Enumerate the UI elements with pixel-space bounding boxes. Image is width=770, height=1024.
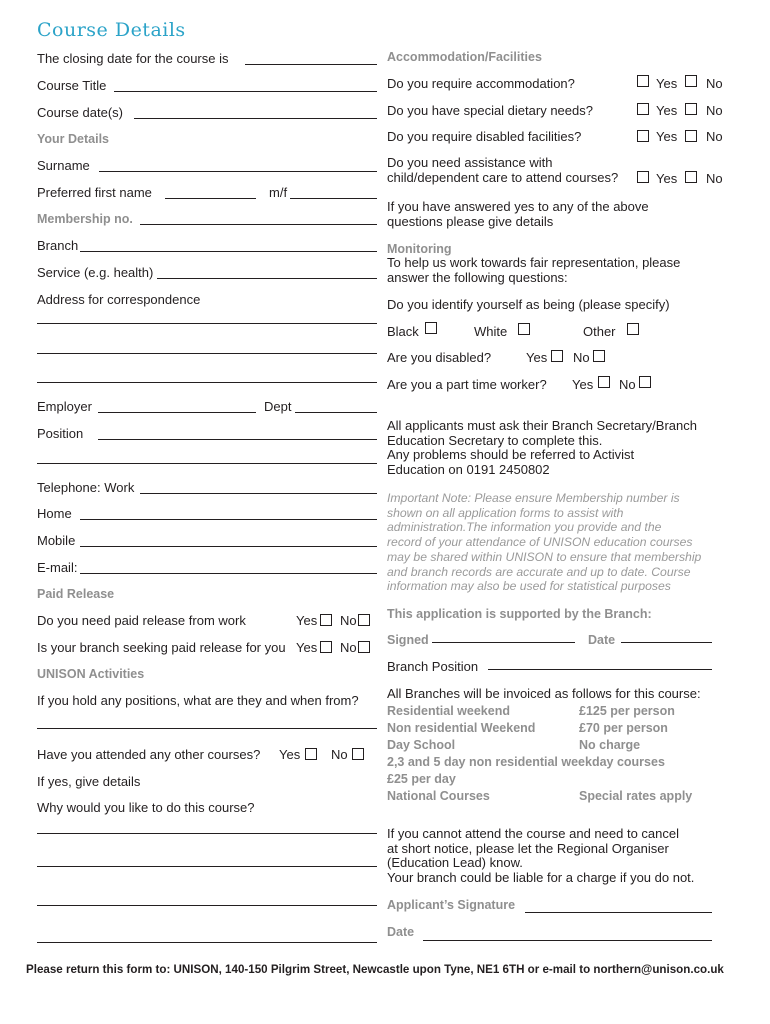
email-field[interactable] [80, 573, 377, 574]
need-paid-release-label: Do you need paid release from work [37, 613, 246, 628]
weekday-courses-price: £25 per day [387, 772, 456, 786]
address-field-line-2[interactable] [37, 353, 377, 354]
surname-label: Surname [37, 158, 90, 173]
page-title: Course Details [37, 19, 186, 41]
unison-activities-heading: UNISON Activities [37, 667, 145, 681]
national-courses-label: National Courses [387, 789, 490, 803]
attended-other-no-checkbox[interactable] [352, 748, 364, 760]
no-label: No [331, 747, 348, 762]
dept-field[interactable] [295, 412, 377, 413]
membership-no-field[interactable] [140, 224, 377, 225]
residential-weekend-label: Residential weekend [387, 704, 510, 718]
no-label: No [340, 640, 357, 655]
other-label: Other [583, 324, 616, 339]
non-residential-weekend-price: £70 per person [579, 721, 668, 735]
branch-seeking-yes-checkbox[interactable] [320, 641, 332, 653]
why-course-field-line-4[interactable] [37, 942, 377, 943]
childcare-label: Do you need assistance with child/dependent care to attend courses? [387, 155, 619, 185]
service-label: Service (e.g. health) [37, 265, 154, 280]
residential-weekend-price: £125 per person [579, 704, 675, 718]
part-time-yes-checkbox[interactable] [598, 376, 610, 388]
address-field-line-3[interactable] [37, 382, 377, 383]
preferred-first-name-label: Preferred first name [37, 185, 152, 200]
position-label: Position [37, 426, 84, 441]
disabled-facilities-yes-checkbox[interactable] [637, 130, 649, 142]
childcare-no-checkbox[interactable] [685, 171, 697, 183]
are-disabled-yes-checkbox[interactable] [551, 350, 563, 362]
childcare-yes-checkbox[interactable] [637, 171, 649, 183]
position-field[interactable] [98, 439, 377, 440]
applicant-date-label: Date [387, 925, 415, 939]
important-note: Important Note: Please ensure Membership number is shown on all application forms to assist with administration.The information you provide and the record of your attendance of UNISON education courses may be shared within UNISON to ensure that membership and branch records are accurate and up to date. Course information may also be used for statistical purposes [387, 491, 702, 594]
signed-field[interactable] [432, 642, 575, 643]
applicants-instructions: All applicants must ask their Branch Secretary/Branch Education Secretary to complete this. Any problems should be referred to Activist Education on 0191 2450802 [387, 418, 697, 478]
home-phone-label: Home [37, 506, 72, 521]
dept-label: Dept [264, 399, 292, 414]
need-paid-release-yes-checkbox[interactable] [320, 614, 332, 626]
address-label: Address for correspondence [37, 292, 201, 307]
day-school-label: Day School [387, 738, 456, 752]
non-residential-weekend-label: Non residential Weekend [387, 721, 536, 735]
white-label: White [474, 324, 508, 339]
identify-question-label: Do you identify yourself as being (please specify) [387, 297, 670, 312]
no-label: No [340, 613, 357, 628]
applicant-date-field[interactable] [423, 940, 712, 941]
weekday-courses-label: 2,3 and 5 day non residential weekday courses [387, 755, 665, 769]
surname-field[interactable] [99, 171, 377, 172]
course-dates-label: Course date(s) [37, 105, 123, 120]
position-field-line-2[interactable] [37, 463, 377, 464]
paid-release-heading: Paid Release [37, 587, 115, 601]
yes-label: Yes [656, 129, 678, 144]
branch-date-field[interactable] [621, 642, 712, 643]
no-label: No [706, 103, 723, 118]
yes-label: Yes [572, 377, 594, 392]
address-field-line-1[interactable] [37, 323, 377, 324]
need-paid-release-no-checkbox[interactable] [358, 614, 370, 626]
membership-no-label: Membership no. [37, 212, 133, 226]
telephone-work-label: Telephone: Work [37, 480, 135, 495]
why-course-field-line-1[interactable] [37, 833, 377, 834]
no-label: No [573, 350, 590, 365]
preferred-first-name-field[interactable] [165, 198, 256, 199]
yes-label: Yes [656, 76, 678, 91]
yes-label: Yes [656, 103, 678, 118]
part-time-label: Are you a part time worker? [387, 377, 547, 392]
are-disabled-no-checkbox[interactable] [593, 350, 605, 362]
why-course-field-line-2[interactable] [37, 866, 377, 867]
are-disabled-label: Are you disabled? [387, 350, 492, 365]
require-accommodation-label: Do you require accommodation? [387, 76, 575, 91]
telephone-work-field[interactable] [140, 493, 377, 494]
invoiced-label: All Branches will be invoiced as follows for this course: [387, 686, 701, 701]
positions-question-label: If you hold any positions, what are they and when from? [37, 693, 359, 708]
service-field[interactable] [157, 278, 377, 279]
mobile-label: Mobile [37, 533, 76, 548]
accommodation-no-checkbox[interactable] [685, 75, 697, 87]
part-time-no-checkbox[interactable] [639, 376, 651, 388]
closing-date-label: The closing date for the course is [37, 51, 229, 66]
branch-seeking-label: Is your branch seeking paid release for you [37, 640, 286, 655]
accommodation-heading: Accommodation/Facilities [387, 50, 542, 64]
disabled-facilities-label: Do you require disabled facilities? [387, 129, 582, 144]
branch-position-field[interactable] [488, 669, 712, 670]
day-school-price: No charge [579, 738, 641, 752]
if-yes-details-label: If yes, give details [37, 774, 141, 789]
cancellation-notice: If you cannot attend the course and need to cancel at short notice, please let the Regional Organiser (Education Lead) know. Your branch could be liable for a charge if you do not. [387, 826, 695, 886]
why-course-field-line-3[interactable] [37, 905, 377, 906]
dietary-needs-label: Do you have special dietary needs? [387, 103, 593, 118]
white-checkbox[interactable] [518, 323, 530, 335]
attended-other-yes-checkbox[interactable] [305, 748, 317, 760]
yes-label: Yes [296, 640, 318, 655]
course-dates-field[interactable] [134, 118, 377, 119]
applicant-signature-label: Applicant’s Signature [387, 898, 516, 912]
dietary-yes-checkbox[interactable] [637, 103, 649, 115]
employer-field[interactable] [98, 412, 256, 413]
black-label: Black [387, 324, 419, 339]
branch-label: Branch [37, 238, 79, 253]
yes-label: Yes [656, 171, 678, 186]
course-title-label: Course Title [37, 78, 107, 93]
no-label: No [706, 171, 723, 186]
mobile-field[interactable] [80, 546, 377, 547]
gender-label: m/f [269, 185, 288, 200]
closing-date-field[interactable] [245, 64, 377, 65]
branch-position-label: Branch Position [387, 659, 479, 674]
branch-field[interactable] [80, 251, 377, 252]
signed-label: Signed [387, 633, 429, 647]
other-checkbox[interactable] [627, 323, 639, 335]
positions-field[interactable] [37, 728, 377, 729]
supported-heading: This application is supported by the Branch: [387, 607, 652, 621]
national-courses-price: Special rates apply [579, 789, 693, 803]
dietary-no-checkbox[interactable] [685, 103, 697, 115]
why-course-label: Why would you like to do this course? [37, 800, 255, 815]
applicant-signature-field[interactable] [525, 912, 712, 913]
employer-label: Employer [37, 399, 92, 414]
your-details-heading: Your Details [37, 132, 110, 146]
monitoring-intro: To help us work towards fair representation, please answer the following questions: [387, 255, 681, 285]
black-checkbox[interactable] [425, 322, 437, 334]
return-address-footer: Please return this form to: UNISON, 140-150 Pilgrim Street, Newcastle upon Tyne, NE1 6TH or e-mail to northern@unison.co.uk [26, 963, 724, 976]
gender-field[interactable] [290, 198, 377, 199]
accommodation-yes-checkbox[interactable] [637, 75, 649, 87]
monitoring-heading: Monitoring [387, 242, 452, 256]
home-phone-field[interactable] [80, 519, 377, 520]
yes-label: Yes [526, 350, 548, 365]
disabled-facilities-no-checkbox[interactable] [685, 130, 697, 142]
if-answered-label: If you have answered yes to any of the above questions please give details [387, 199, 649, 229]
attended-other-label: Have you attended any other courses? [37, 747, 261, 762]
course-title-field[interactable] [114, 91, 377, 92]
email-label: E-mail: [37, 560, 78, 575]
yes-label: Yes [296, 613, 318, 628]
branch-seeking-no-checkbox[interactable] [358, 641, 370, 653]
no-label: No [706, 76, 723, 91]
no-label: No [619, 377, 636, 392]
yes-label: Yes [279, 747, 301, 762]
branch-date-label: Date [588, 633, 616, 647]
no-label: No [706, 129, 723, 144]
